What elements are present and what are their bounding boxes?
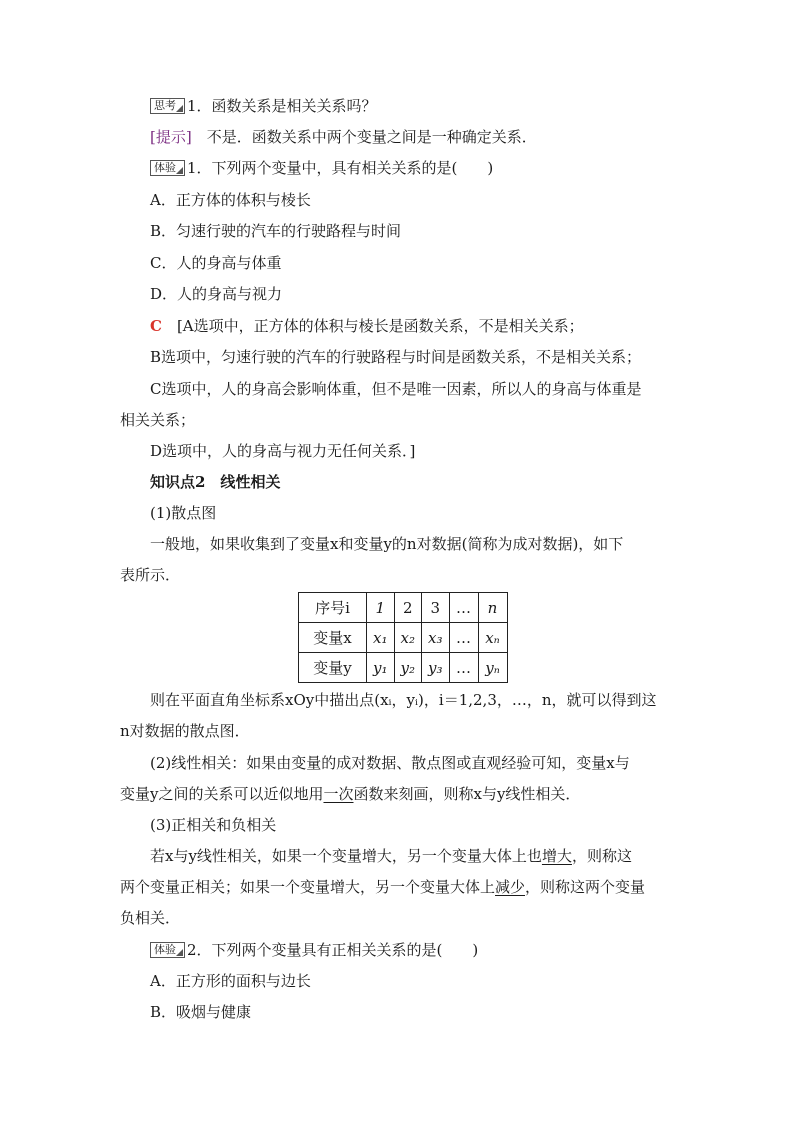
table-cell: x₂ (394, 623, 422, 653)
table-row (299, 653, 508, 683)
linear-line-2 (120, 784, 580, 804)
exp2-option-a: A．正方形的面积与边长 (150, 972, 311, 990)
exp1-option-d: D．人的身高与视力 (150, 285, 283, 303)
exp1-explanation-4: D选项中，人的身高与视力无任何关系．] (150, 442, 416, 460)
pn-line-2 (120, 877, 645, 897)
exp1-explanation-0: [A选项中，正方体的体积与棱长是函数关系，不是相关关系； (161, 317, 584, 335)
after-table-line-1: 则在平面直角坐标系xOy中描出点(xᵢ，yᵢ)，i＝1,2,3，…，n，就可以得到这 (150, 691, 657, 709)
pn-heading: (3)正相关和负相关 (150, 816, 277, 834)
linear-line-1: (2)线性相关：如果由变量的成对数据、散点图或直观经验可知，变量x与 (150, 754, 630, 772)
pn-text-1b: ，则称这 (571, 847, 632, 865)
think-question-line (150, 96, 377, 116)
exp1-explanation-1: B选项中，匀速行驶的汽车的行驶路程与时间是函数关系，不是相关关系； (150, 348, 642, 366)
pn-text-1a: 若x与y线性相关，如果一个变量增大，另一个变量大体上也 (150, 847, 542, 865)
exp1-explanation-2: C选项中，人的身高会影响体重，但不是唯一因素，所以人的身高与体重是 (150, 380, 642, 398)
think-question: 1．函数关系是相关关系吗？ (187, 97, 377, 115)
pn-underline-2: 减少 (495, 878, 526, 896)
table-cell: y₁ (367, 653, 395, 683)
table-cell: 1 (367, 593, 395, 623)
pn-text-2a: 两个变量正相关；如果一个变量增大，另一个变量大体上 (120, 878, 496, 896)
table-cell: … (449, 593, 478, 623)
table-cell: … (449, 623, 478, 653)
table-cell: y₃ (422, 653, 450, 683)
after-table-line-2: n对数据的散点图． (120, 722, 250, 740)
table-header: 变量x (299, 623, 367, 653)
table-cell: 3 (422, 593, 450, 623)
linear-text-a: 变量y之间的关系可以近似地用 (120, 785, 324, 803)
table-cell: x₁ (367, 623, 395, 653)
exp1-option-c: C．人的身高与体重 (150, 254, 282, 272)
exp1-answer: C (150, 317, 162, 335)
exp1-explanation-3: 相关关系； (120, 411, 196, 429)
think-tag: 思考 (150, 98, 185, 114)
exp2-question: 2．下列两个变量具有正相关关系的是( ) (187, 941, 479, 959)
table-row (299, 623, 508, 653)
table-row (299, 593, 508, 623)
table-header: 变量y (299, 653, 367, 683)
intro-line-2: 表所示． (120, 566, 181, 584)
exp1-tag: 体验 (150, 160, 185, 176)
pn-underline-1: 增大 (541, 847, 572, 865)
hint-text: 不是．函数关系中两个变量之间是一种确定关系． (191, 128, 537, 146)
exp2-tag: 体验 (150, 942, 185, 958)
pn-line-1 (150, 846, 632, 866)
pn-text-2b: ，则称这两个变量 (525, 878, 646, 896)
exp1-option-a: A．正方体的体积与棱长 (150, 191, 311, 209)
exp1-option-b: B．匀速行驶的汽车的行驶路程与时间 (150, 222, 402, 240)
table-cell: y₂ (394, 653, 422, 683)
data-table (298, 592, 508, 683)
intro-line-1: 一般地，如果收集到了变量x和变量y的n对数据(简称为成对数据)，如下 (150, 535, 624, 553)
table-header: 序号i (299, 593, 367, 623)
exp1-question: 1．下列两个变量中，具有相关关系的是( ) (187, 159, 494, 177)
table-cell: … (449, 653, 478, 683)
table-cell: xₙ (478, 623, 507, 653)
exp2-question-line (150, 940, 478, 960)
table-cell: x₃ (422, 623, 450, 653)
table-cell: yₙ (478, 653, 507, 683)
exp1-answer-line (150, 316, 584, 336)
table-cell: 2 (394, 593, 422, 623)
scatter-heading: (1)散点图 (150, 504, 217, 522)
section-title: 知识点2 线性相关 (150, 473, 281, 491)
think-hint-line (150, 127, 537, 147)
linear-text-b: 函数来刻画，则称x与y线性相关． (353, 785, 581, 803)
linear-underline: 一次 (323, 785, 354, 803)
table-cell: n (478, 593, 507, 623)
pn-line-3: 负相关． (120, 909, 181, 927)
hint-label: [提示] (150, 128, 192, 146)
exp1-question-line (150, 158, 493, 178)
exp2-option-b: B．吸烟与健康 (150, 1003, 252, 1021)
